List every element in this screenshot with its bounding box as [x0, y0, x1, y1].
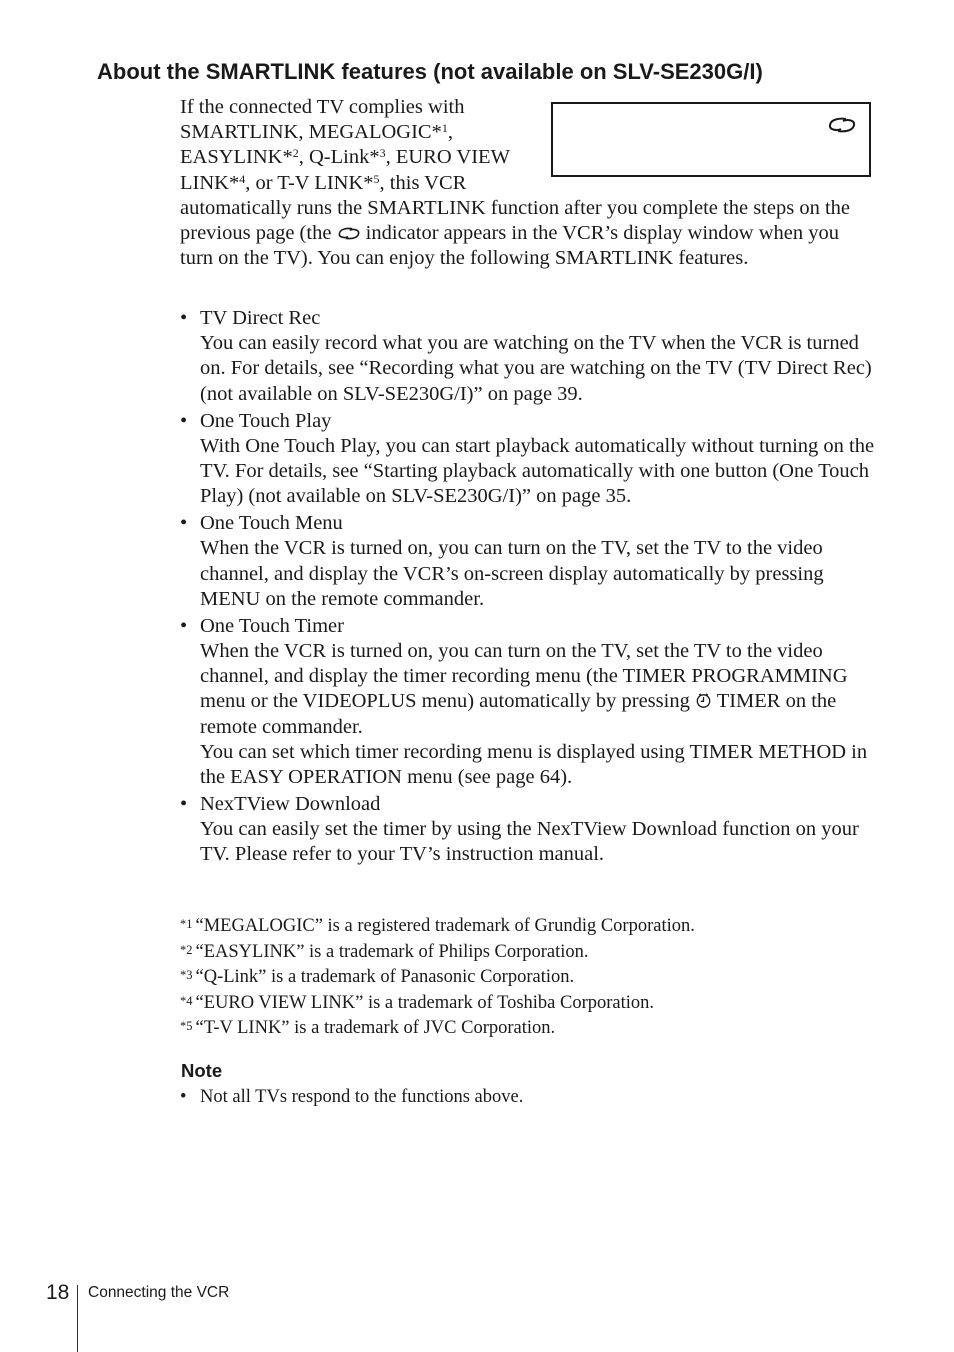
footnote-mark: *2 — [180, 942, 193, 957]
timer-clock-icon — [695, 692, 712, 709]
feature-description: With One Touch Play, you can start playback automatically without turning on the TV. For details, see “Starting playback automatically with one button (One Touch Play) (not available on SLV-SE230G/I)” on page 35. — [200, 434, 875, 508]
intro-paragraph — [180, 95, 876, 271]
footnote-ref: 2 — [292, 146, 299, 161]
intro-text: indicator appears in the VCR’s display window when you turn on the TV). You can enjoy the following SMARTLINK features. — [180, 222, 840, 270]
smartlink-indicator-icon — [337, 226, 361, 241]
feature-text: When the VCR is turned on, you can turn on the TV, set the TV to the video channel, and display the timer recording menu (the TIMER PROGRAMMING menu or the VIDEOPLUS menu) automatically by pressing — [200, 640, 848, 713]
feature-title: • One Touch Play — [200, 409, 332, 432]
feature-title: • NexTView Download — [200, 793, 381, 816]
feature-title: • One Touch Timer — [200, 614, 344, 637]
feature-item — [180, 511, 876, 612]
feature-item — [180, 614, 876, 790]
footnote — [180, 991, 880, 1017]
footnote-mark: *1 — [180, 917, 193, 931]
intro-text: , this VCR automatically runs the SMARTLINK function after you complete the steps on the previous page (the — [180, 171, 850, 245]
intro-text: , EASYLINK* — [180, 121, 453, 169]
smartlink-indicator-icon — [827, 116, 857, 134]
note-item: • Not all TVs respond to the functions above. — [180, 1085, 523, 1109]
intro-text: , Q-Link* — [298, 146, 380, 169]
footer-section-name: Connecting the VCR — [88, 1284, 230, 1301]
footnote-mark: *5 — [180, 1019, 193, 1033]
vcr-display-window — [551, 102, 871, 177]
feature-title: • One Touch Menu — [200, 512, 343, 535]
footnote-text: “EURO VIEW LINK” is a trademark of Toshiba Corporation. — [195, 992, 655, 1013]
footnote — [180, 940, 880, 966]
section-heading: About the SMARTLINK features (not available on SLV-SE230G/I) — [97, 59, 763, 84]
page-number: 18 — [46, 1281, 70, 1304]
feature-text: TIMER on the remote commander. — [200, 690, 837, 738]
footnote — [180, 914, 880, 940]
feature-list — [180, 306, 876, 869]
footnote-mark: *4 — [180, 993, 193, 1008]
feature-description: You can easily set the timer by using the NexTView Download function on your TV. Please refer to your TV’s instruction manual. — [200, 818, 859, 866]
footnote-text: “MEGALOGIC” is a registered trademark of Grundig Corporation. — [195, 916, 695, 936]
footnote-ref: 5 — [373, 171, 380, 186]
footnote-text: “T-V LINK” is a trademark of JVC Corporation. — [195, 1018, 556, 1038]
note-heading: Note — [181, 1060, 223, 1081]
footnote — [180, 1016, 880, 1042]
footnote-text: “Q-Link” is a trademark of Panasonic Corporation. — [195, 967, 575, 987]
feature-description: You can set which timer recording menu is displayed using TIMER METHOD in the EASY OPERATION menu (see page 64). — [200, 740, 868, 789]
feature-description — [200, 639, 876, 740]
footer-divider — [77, 1285, 78, 1352]
footnote-ref: 3 — [379, 146, 386, 161]
intro-text: , EURO VIEW LINK* — [180, 146, 510, 194]
feature-item — [180, 792, 876, 868]
footnote-ref: 1 — [441, 121, 448, 136]
footnote-text: “EASYLINK” is a trademark of Philips Corporation. — [195, 941, 589, 962]
feature-title: • TV Direct Rec — [200, 307, 321, 329]
feature-item — [180, 409, 876, 510]
footnote — [180, 965, 880, 991]
intro-text: If the connected TV complies with SMARTLINK, MEGALOGIC* — [180, 96, 465, 144]
feature-description: When the VCR is turned on, you can turn on the TV, set the TV to the video channel, and display the VCR’s on-screen display automatically by pressing MENU on the remote commander. — [200, 537, 824, 610]
footnote-mark: *3 — [180, 968, 193, 982]
feature-description: You can easily record what you are watching on the TV when the VCR is turned on. For details, see “Recording what you are watching on the TV (TV Direct Rec) (not available on SLV-SE230G/I)” on page 39. — [200, 332, 872, 405]
feature-item — [180, 306, 876, 407]
footnotes — [180, 914, 880, 1042]
footnote-ref: 4 — [239, 171, 246, 186]
intro-text: , or T-V LINK* — [245, 171, 374, 194]
